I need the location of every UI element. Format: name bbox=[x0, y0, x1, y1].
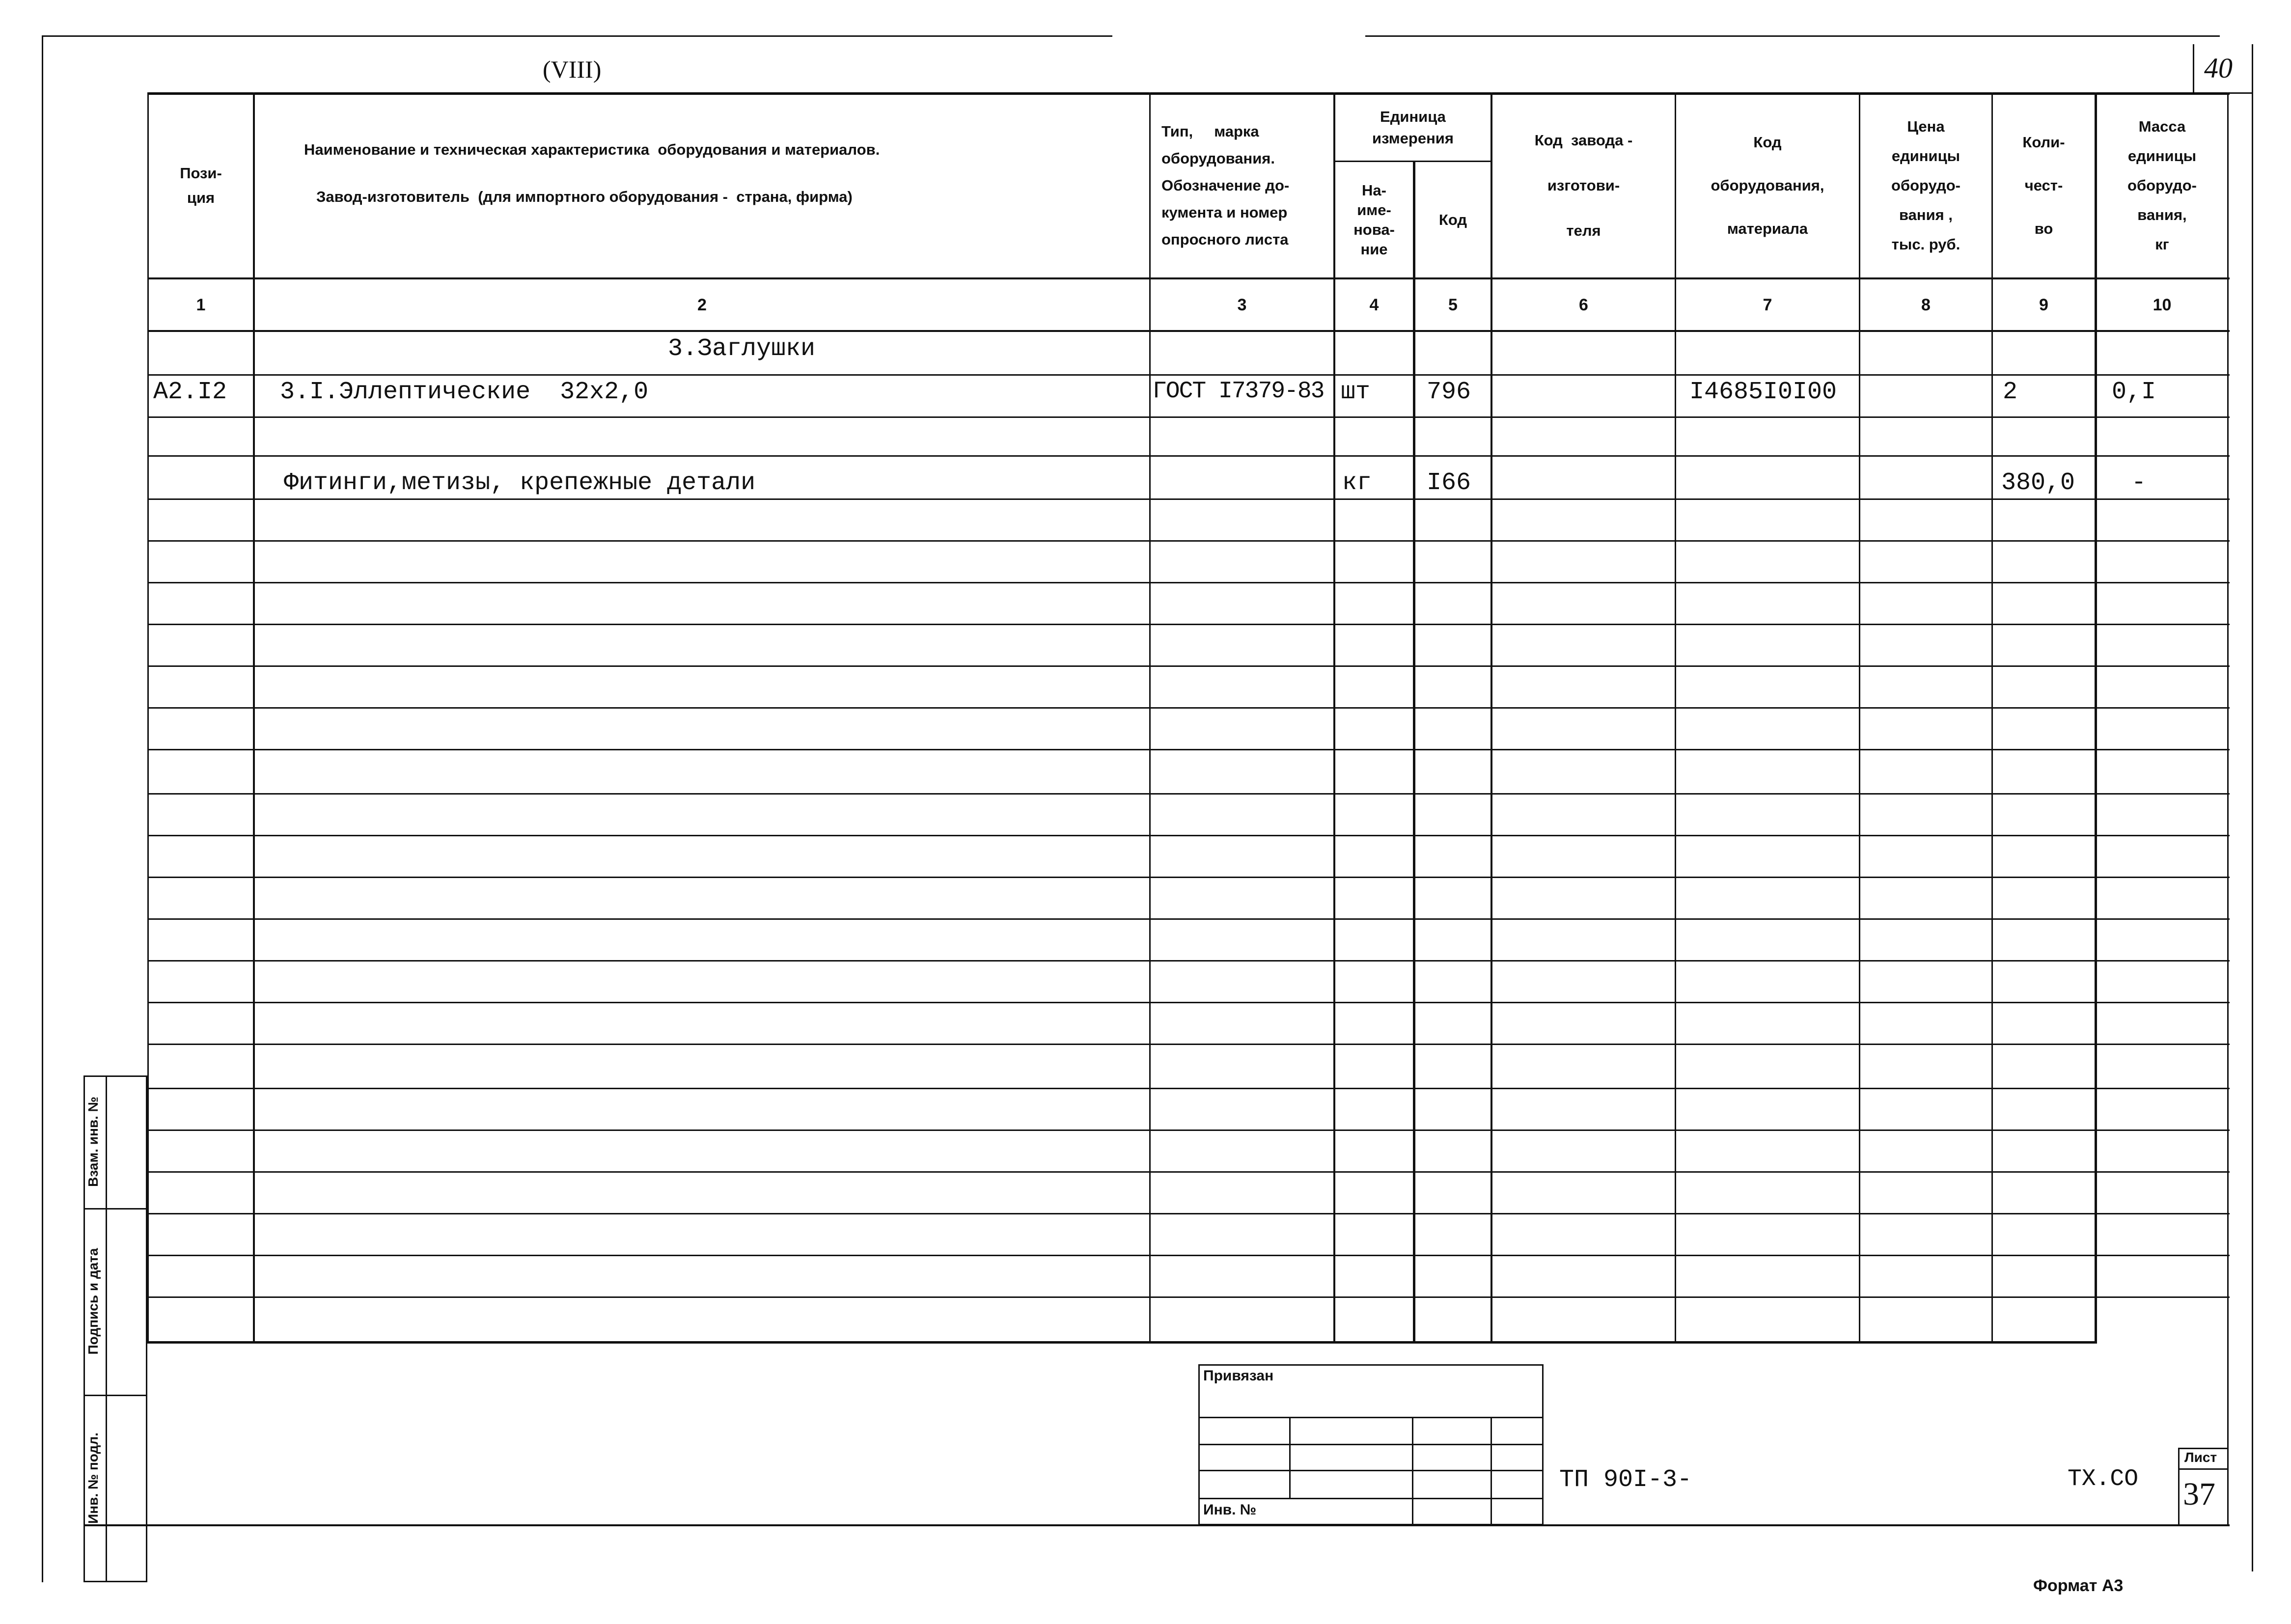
table-row-line bbox=[147, 877, 2230, 878]
table-row-line bbox=[147, 665, 2230, 667]
table-row-line bbox=[147, 793, 2230, 795]
stamp-privyazan-label: Привязан bbox=[1203, 1368, 1274, 1384]
stamp-doc-suffix: ТХ.СО bbox=[2068, 1466, 2139, 1492]
stamp-list-label: Лист bbox=[2184, 1450, 2217, 1465]
row2-unit: шт bbox=[1341, 378, 1371, 406]
stamp-inv-label: Инв. № bbox=[1203, 1502, 1257, 1518]
header-col3: Тип, марка оборудования. Обозначение до- кумента и номер опросного листа bbox=[1161, 123, 1290, 248]
row-section-title: 3.Заглушки bbox=[668, 335, 816, 363]
side-stamp-divider bbox=[106, 1075, 107, 1582]
sheet-marker: (VIII) bbox=[543, 55, 602, 83]
row3-qty: 380,0 bbox=[2001, 469, 2075, 497]
format-label: Формат А3 bbox=[2033, 1576, 2124, 1595]
colnum-9: 9 bbox=[2039, 295, 2048, 314]
table-row-line bbox=[147, 1002, 2230, 1003]
outer-frame-right bbox=[2252, 44, 2253, 1571]
side-stamp-line-2 bbox=[83, 1395, 147, 1396]
header-col9: Коли- чест- во bbox=[2022, 133, 2065, 237]
colnum-4: 4 bbox=[1369, 295, 1379, 314]
colnum-6: 6 bbox=[1579, 295, 1588, 314]
vline-col4 bbox=[1413, 161, 1415, 1343]
table-row-line bbox=[147, 1255, 2230, 1256]
table-row-line bbox=[147, 1213, 2230, 1214]
table-row-line bbox=[147, 1088, 2230, 1089]
stamp-vline-1 bbox=[1289, 1417, 1291, 1498]
table-row-line bbox=[147, 749, 2230, 750]
table-row-line bbox=[147, 374, 2230, 376]
colnum-8: 8 bbox=[1921, 295, 1931, 314]
table-row-line bbox=[147, 540, 2230, 542]
header-col7: Код оборудования, материала bbox=[1711, 133, 1824, 237]
table-row-line bbox=[147, 1044, 2230, 1045]
table-row-line bbox=[147, 1296, 2230, 1298]
row3-code: I66 bbox=[1427, 469, 1471, 497]
colnum-1: 1 bbox=[196, 295, 206, 314]
table-row-line bbox=[147, 582, 2230, 583]
row2-name: 3.I.Эллептические 32х2,0 bbox=[280, 378, 649, 406]
colnum-7: 7 bbox=[1763, 295, 1772, 314]
header-col6: Код завода - изготови- теля bbox=[1534, 131, 1633, 239]
colnum-5: 5 bbox=[1448, 295, 1458, 314]
outer-frame-left bbox=[42, 35, 43, 1582]
side-label-vzam: Взам. инв. № bbox=[85, 1097, 101, 1187]
colnum-3: 3 bbox=[1237, 295, 1247, 314]
side-label-inv: Инв. № подл. bbox=[85, 1432, 101, 1524]
stamp-list-divider bbox=[2178, 1468, 2229, 1470]
table-row-line bbox=[147, 835, 2230, 836]
table-row-line bbox=[147, 707, 2230, 709]
frame-bottom bbox=[83, 1524, 2230, 1526]
row3-mass: - bbox=[2131, 469, 2147, 497]
row2-mass: 0,I bbox=[2112, 378, 2156, 406]
table-row-line bbox=[147, 455, 2230, 457]
colnum-10: 10 bbox=[2153, 295, 2172, 314]
header-unit-group: Единица измерения bbox=[1372, 108, 1454, 147]
row3-unit: кг bbox=[1342, 469, 1372, 497]
stamp-vline-3 bbox=[1491, 1417, 1492, 1525]
row2-type: ГОСТ I7379-83 bbox=[1153, 378, 1324, 405]
stamp-doc-code: ТП 90I-3- bbox=[1559, 1466, 1692, 1494]
table-row-line bbox=[147, 1129, 2230, 1131]
table-bottom-line bbox=[147, 1341, 2097, 1344]
table-row-line bbox=[147, 1171, 2230, 1173]
stamp-vline-2 bbox=[1412, 1417, 1413, 1525]
row2-qty: 2 bbox=[2003, 378, 2018, 406]
stamp-list-number: 37 bbox=[2183, 1476, 2215, 1512]
header-col5: Код bbox=[1438, 211, 1467, 228]
header-col4: На- име- нова- ние bbox=[1353, 181, 1395, 258]
table-row-line bbox=[147, 416, 2230, 418]
vline-col10 bbox=[2227, 92, 2229, 1343]
header-col8: Цена единицы оборудо- вания , тыс. руб. bbox=[1891, 117, 1960, 253]
colnum-2: 2 bbox=[697, 295, 707, 314]
header-col2-line2: Завод-изготовитель (для импортного оборудования - страна, фирма) bbox=[316, 188, 853, 205]
side-label-podpis: Подпись и дата bbox=[85, 1248, 101, 1355]
outer-frame-top-right bbox=[1365, 35, 2220, 37]
header-col10: Масса единицы оборудо- вания, кг bbox=[2127, 117, 2197, 253]
table-row-line bbox=[147, 960, 2230, 962]
row3-name: Фитинги,метизы, крепежные детали bbox=[284, 469, 756, 497]
table-row-line bbox=[147, 498, 2230, 500]
table-row-line bbox=[147, 624, 2230, 625]
corner-page-number: 40 bbox=[2204, 52, 2233, 84]
outer-frame-top bbox=[42, 35, 1112, 37]
header-col2-line1: Наименование и техническая характеристика оборудования и материалов. bbox=[304, 141, 880, 158]
row2-equip-code: I4685I0I00 bbox=[1689, 378, 1837, 406]
header-col1: Пози- ция bbox=[180, 164, 222, 206]
colnum-bottom-line bbox=[147, 330, 2230, 332]
row2-code: 796 bbox=[1427, 378, 1471, 406]
table-row-line bbox=[147, 918, 2230, 920]
row2-pos: А2.I2 bbox=[153, 378, 227, 406]
